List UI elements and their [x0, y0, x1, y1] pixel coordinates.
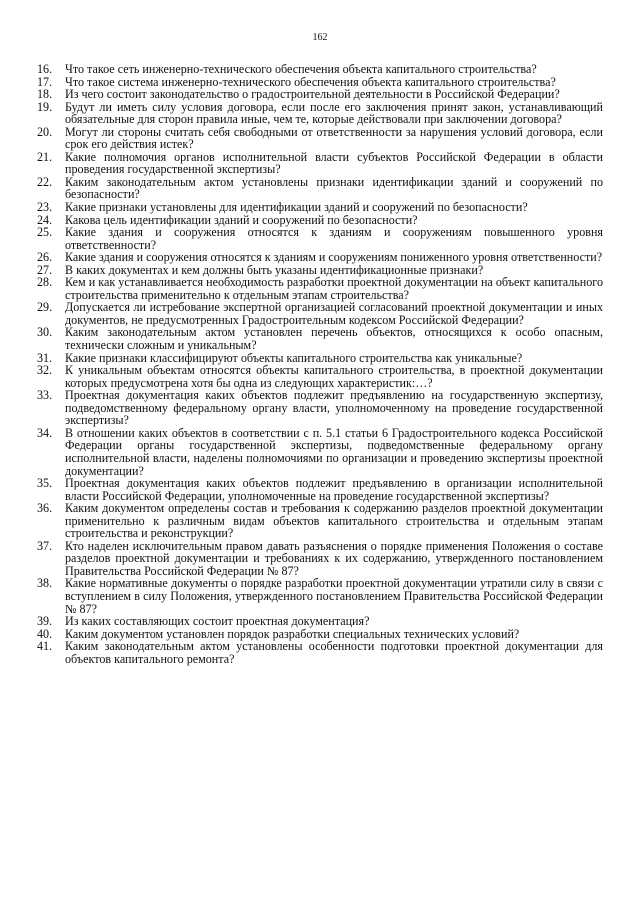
question-text: Что такое система инженерно-технического обеспечения объекта капитального строительства? [65, 74, 556, 89]
question-item-28 [37, 276, 603, 301]
question-number: 26. [37, 250, 53, 265]
question-number: 29. [37, 300, 53, 315]
question-item-29 [37, 301, 603, 326]
question-number: 19. [37, 99, 53, 114]
question-item-20 [37, 126, 603, 151]
question-item-34 [37, 427, 603, 477]
question-text: Что такое сеть инженерно-технического обеспечения объекта капитального строительства? [65, 62, 537, 76]
question-text: Кто наделен исключительным правом давать разъяснения о порядке применения Положения о составе разделов проектной документации и требованиях к их содержанию, утвержденного постановлением Правительства Российской Федерации № 87? [65, 538, 603, 578]
question-text: К уникальным объектам относятся объекты капитального строительства, в проектной документации которых предусмотрена хотя бы одна из следующих характеристик:…? [65, 363, 603, 390]
question-item-35 [37, 477, 603, 502]
question-text: Какова цель идентификации зданий и сооружений по безопасности? [65, 212, 418, 227]
question-text: Какие нормативные документы о порядке разработки проектной документации утратили силу в связи с вступлением в силу Положения, утвержденного постановлением Правительства Российской Федерации № 87? [65, 576, 603, 616]
question-item-32 [37, 364, 603, 389]
question-number: 22. [37, 174, 53, 189]
question-text: Могут ли стороны считать себя свободными от ответственности за нарушения условий договора, если срок его действия истек? [65, 124, 603, 152]
question-text: Каким документом определены состав и требования к содержанию разделов проектной документации применительно к различным видам объектов капитального строительства и отдельным этапам строительства и реконструкции? [65, 501, 603, 541]
question-number: 32. [37, 363, 53, 378]
question-item-38 [37, 577, 603, 615]
question-number: 33. [37, 388, 53, 403]
question-text: Кем и как устанавливается необходимость разработки проектной документации на объект капитального строительства применительно к отдельным этапам строительства? [65, 275, 603, 302]
question-text: Из каких составляющих состоит проектная документация? [65, 614, 370, 629]
question-text: Каким законодательным актом установлены признаки идентификации зданий и сооружений по безопасности? [65, 174, 603, 202]
question-number: 31. [37, 350, 53, 365]
question-number: 16. [37, 62, 53, 76]
question-item-16 [37, 63, 603, 76]
question-number: 39. [37, 614, 53, 629]
question-text: Каким законодательным актом установлены особенности подготовки проектной документации для объектов капитального ремонта? [65, 639, 603, 666]
question-item-18 [37, 88, 603, 101]
question-text: В каких документах и кем должны быть указаны идентификационные признаки? [65, 262, 484, 277]
question-list [37, 63, 603, 665]
question-text: В отношении каких объектов в соответствии с п. 5.1 статьи 6 Градостроительного кодекса Российской Федерации органы государственной экспертизы, подведомственные федеральному органу исполнительной власти, наделены полномочиями по организации и проведению экспертизы проектной документации? [65, 425, 603, 478]
page-number: 162 [312, 32, 328, 43]
question-item-39 [37, 615, 603, 628]
question-item-36 [37, 502, 603, 540]
question-item-25 [37, 226, 603, 251]
question-number: 21. [37, 149, 53, 164]
question-number: 38. [37, 576, 53, 591]
question-text: Будут ли иметь силу условия договора, если после его заключения принят закон, устанавливающий обязательные для сторон правила иные, чем те, которые действовали при заключении договора? [65, 99, 603, 127]
question-number: 41. [37, 639, 53, 654]
question-text: Проектная документация каких объектов подлежит предъявлению на государственную экспертизу, подведомственному федеральному органу власти, уполномоченному на проведение государственной экспертизы? [65, 388, 603, 428]
question-number: 28. [37, 275, 53, 290]
question-text: Какие признаки классифицируют объекты капитального строительства как уникальные? [65, 350, 523, 365]
question-text: Какие здания и сооружения относятся к зданиям и сооружениям повышенного уровня ответственности? [65, 225, 603, 252]
question-item-41 [37, 640, 603, 665]
question-text: Допускается ли истребование экспертной организацией согласований проектной документации и иных документов, не предусмотренных Градостроительным кодексом Российской Федерации? [65, 300, 603, 327]
question-item-21 [37, 151, 603, 176]
question-item-37 [37, 540, 603, 578]
question-number: 34. [37, 425, 53, 440]
question-number: 30. [37, 325, 53, 340]
question-text: Какие полномочия органов исполнительной власти субъектов Российской Федерации в области проведения государственной экспертизы? [65, 149, 603, 177]
question-text: Проектная документация каких объектов подлежит предъявлению в организации исполнительной власти Российской Федерации, уполномоченные на проведение государственной экспертизы? [65, 476, 603, 503]
question-number: 36. [37, 501, 53, 516]
question-text: Из чего состоит законодательство о градостроительной деятельности в Российской Федерации? [65, 87, 560, 102]
question-item-30 [37, 326, 603, 351]
question-number: 35. [37, 476, 53, 491]
question-text: Какие здания и сооружения относятся к зданиям и сооружениям пониженного уровня ответственности? [65, 250, 603, 265]
question-number: 37. [37, 538, 53, 553]
question-item-23 [37, 201, 603, 214]
question-text: Каким законодательным актом установлен перечень объектов, относящихся к особо опасным, технически сложным и уникальным? [65, 325, 603, 353]
question-number: 18. [37, 87, 53, 102]
question-number: 27. [37, 262, 53, 277]
question-number: 24. [37, 212, 53, 227]
question-number: 40. [37, 626, 53, 641]
question-text: Какие признаки установлены для идентификации зданий и сооружений по безопасности? [65, 200, 528, 215]
question-number: 20. [37, 124, 53, 139]
question-item-33 [37, 389, 603, 427]
question-number: 25. [37, 225, 53, 240]
question-text: Каким документом установлен порядок разработки специальных технических условий? [65, 626, 520, 641]
question-item-19 [37, 101, 603, 126]
question-item-26 [37, 251, 603, 264]
question-item-22 [37, 176, 603, 201]
question-number: 17. [37, 74, 53, 89]
question-number: 23. [37, 200, 53, 215]
